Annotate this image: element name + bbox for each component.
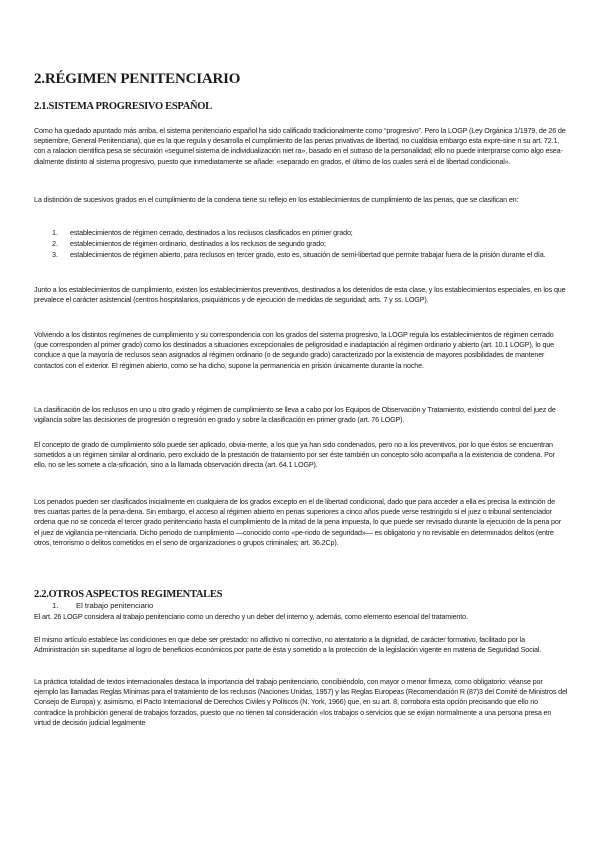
list-item-text: establecimientos de régimen ordinario, destinados a los reclusos de segundo grado; <box>70 239 326 248</box>
paragraph-10: La práctica totalidad de textos internacionales destaca la importancia del trabajo penitenciario, concibiéndolo, con mayor o menor firmeza, como obligatorio: véanse por ejemplo las llamadas Reglas Mínimas para el tratamiento de los reclusos (Naciones Unidas, 1957) y las Reglas Europeas (Recomendación R (87)3 del Comité de Ministros del Consejo de Europa) y, asimismo, el Pacto Internacional de Derechos Civiles y Políticos (N. York, 1966) que, en su art. 8, corrobora esta opción precisando que ello no contradice la prohibición general de trabajos forzados, puesto que no tienen tal consideración «los trabajos o servicios que se exijan normalmente a una persona presa en virtud de decisión judicial legalmente <box>34 677 568 727</box>
subsection-label: El trabajo penitenciario <box>76 601 154 610</box>
paragraph-7: Los penados pueden ser clasificados inicialmente en cualquiera de los grados excepto en el de libertad condicional, dado que para acceder a ella es precisa la extinción de tres cuartas partes de la pena-dena. Sin embargo, el acceso al régimen abierto en penas superiores a cinco años puede verse restringido si el juez o tribunal sentenciador ordena que no se conceda el tercer grado penitenciario hasta el cumplimiento de la mitad de la pena impuesta, lo que puede ser revisado durante la ejecución de la pena por el juez de vigilancia pe-nitenciaria. Dicho periodo de cumplimiento —conocido como «pe-riodo de seguridad»— es obligatorio y no revisable en determinados delitos (entre otros, terrorismo o delitos cometidos en el seno de organizaciones o grupos criminales; art. 36.2Cp). <box>34 497 561 547</box>
paragraph-1: Como ha quedado apuntado más arriba, el sistema penitenciario español ha sido calificado tradicionalmente como “progresivo”. Pero la LOGP (Ley Orgánica 1/1979, de 26 de septiembre, General Penitenciaria), que es la que regula y desarrolla el cumplimiento de las penas privativas de libertad, no cualdisia embargo esta expre-sine n su art. 72.1, con a ralacion cientifica pesa se sécuraión «seguinel sistema de individualización niet ra», basado en el sutraso de la personalidad; ello no puede interprarse como algo esea-dialmente distinto al sistema progresivo, puesto que inmediatamente se añade: «separado en grados, el último de los cuales será el de libertad condicional». <box>34 126 566 166</box>
list-item-number: 2. <box>52 239 58 248</box>
subsection-heading-trabajo <box>52 601 153 611</box>
paragraph-5: La clasificación de los reclusos en uno u otro grado y régimen de cumplimiento se lleva a cabo por los Equipos de Observación y Tratamiento, existiendo control del juez de vigilancia sobre las decisiones de progresión o regresión en grado y sobre la clasificación en primer grado (art. 76 LOGP). <box>34 405 556 425</box>
paragraph-3: Junto a los establecimientos de cumplimiento, existen los establecimientos preventivos, destinados a los detenidos de esta clase, y los establecimientos especiales, en los que prevalece el carácter asistencial (centros hospitalarios, psiquiátricos y de ejecución de medidas de seguridad; arts. 7 y ss. LOGP). <box>34 285 566 305</box>
paragraph-4: Volviendo a los distintos regímenes de cumplimiento y su correspondencia con los grados del sistema progresivo, la LOGP regula los establecimientos de régimen cerrado (que corresponden al primer grado) como los destinados a situaciones excepcionales de peligrosidad e inadaptación al régimen ordinario y abierto (art. 10.1 LOGP), lo que conduce a que la mayoría de reclusos sean asignados al régimen ordinario (o de segundo grado) caracterizado por la existencia de mayores posibilidades de mantener contactos con el exterior. El régimen abierto, como se ha dicho, supone la permanencia en prisión únicamente durante la noche. <box>34 330 555 370</box>
section-heading-otros-aspectos: 2.2.OTROS ASPECTOS REGIMENTALES <box>34 589 223 600</box>
paragraph-9: El mismo artículo establece las condiciones en que debe ser prestado: no aflictivo ni correctivo, no atentatorio a la dignidad, de carácter formativo, facilitado por la Administración sin supeditarse al logro de beneficios económicos por parte de ésta y sometido a la protección de la legislación vigente en materia de Seguridad Social. <box>34 635 542 655</box>
paragraph-8: El art. 26 LOGP considera al trabajo penitenciario como un derecho y un deber del interno y, además, como elemento esencial del tratamiento. <box>34 612 468 621</box>
section-heading-sistema-progresivo: 2.1.SISTEMA PROGRESIVO ESPAÑOL <box>34 101 212 112</box>
list-item-number: 1. <box>52 228 58 237</box>
paragraph-6: El concepto de grado de cumplimiento sólo puede ser aplicado, obvia-mente, a los que ya han sido condenados, pero no a los preventivos, por lo que éstos se encuentran sometidos a un régimen similar al ordinario, pero excluido de la prestación de tratamiento por ser éste también un concepto sólo acompaña a la existencia de condena. Por ello, no se les somete a cla-sificación, sino a la llamada observación directa (art. 64.1 LOGP). <box>34 440 555 470</box>
list-item-text: establecimientos de régimen cerrado, destinados a los reclusos clasificados en primer grado; <box>70 228 353 237</box>
list-item-number: 3. <box>52 250 58 259</box>
list-item-text: establecimientos de régimen abierto, para reclusos en tercer grado, esto es, situación de semi-libertad que permite trabajar fuera de la prisión durante el día. <box>70 250 546 259</box>
subsection-number: 1. <box>52 601 59 610</box>
paragraph-2: La distinción de sucesivos grados en el cumplimiento de la condena tiene su reflejo en los establecimientos de cumplimiento de las penas, que se clasifican en: <box>34 195 519 204</box>
document-title: 2.RÉGIMEN PENITENCIARIO <box>34 71 241 87</box>
